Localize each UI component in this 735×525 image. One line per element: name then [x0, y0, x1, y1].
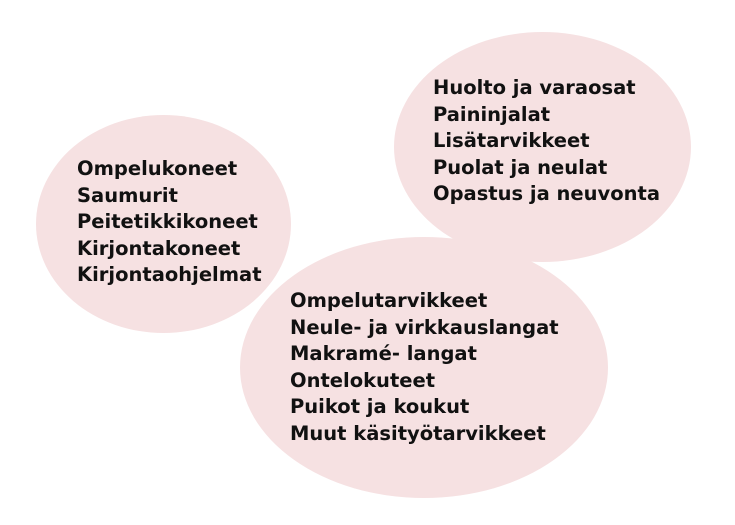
supplies-item: Muut käsityötarvikkeet: [290, 421, 546, 445]
supplies-item: Neule- ja virkkauslangat: [290, 315, 559, 339]
machines-item: Kirjontakoneet: [77, 236, 241, 260]
machines-item: Kirjontaohjelmat: [77, 263, 262, 286]
supplies-item: Ontelokuteet: [290, 368, 436, 392]
supplies-item: Makramé- langat: [290, 342, 477, 365]
supplies-item: Ompelutarvikkeet: [290, 289, 488, 312]
service-item: Puolat ja neulat: [433, 155, 608, 179]
machines-item: Ompelukoneet: [77, 157, 238, 180]
supplies-list: [290, 288, 559, 447]
supplies-item: Puikot ja koukut: [290, 395, 470, 418]
service-item: Huolto ja varaosat: [433, 76, 636, 99]
service-item: Opastus ja neuvonta: [433, 182, 660, 205]
service-list: [433, 75, 660, 208]
service-item: Paininjalat: [433, 102, 551, 126]
machines-item: Peitetikkikoneet: [77, 210, 258, 233]
machines-item: Saumurit: [77, 183, 178, 207]
machines-list: [77, 156, 262, 289]
service-item: Lisätarvikkeet: [433, 129, 590, 152]
